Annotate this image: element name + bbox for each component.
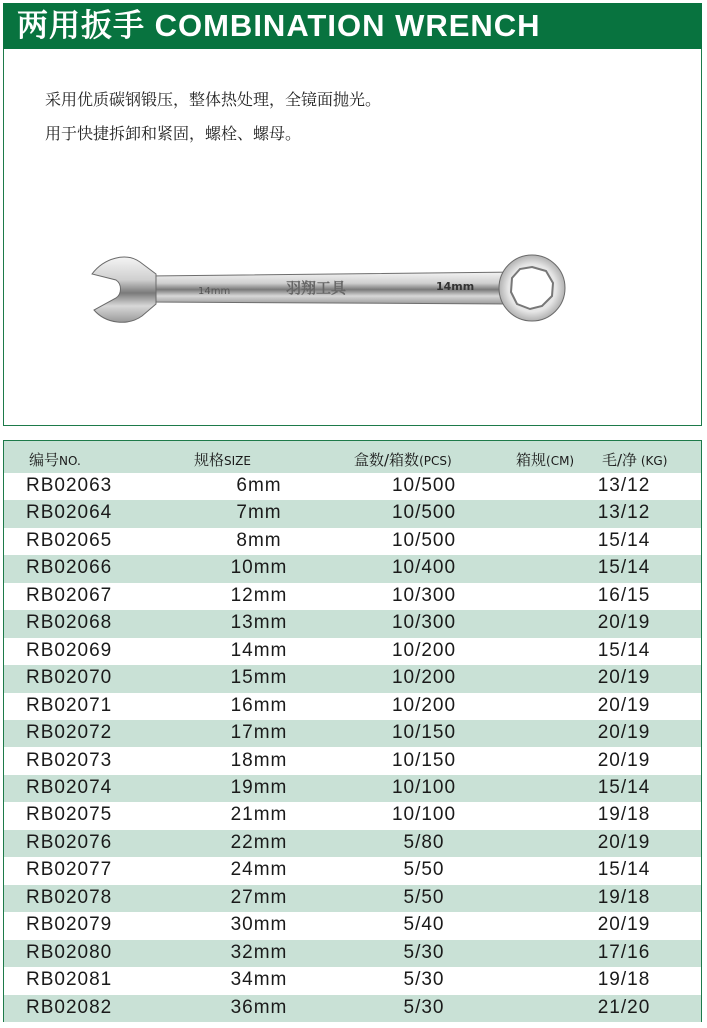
table-row: [4, 720, 701, 747]
cell-pcs: 10/100: [391, 776, 457, 798]
table-row: [4, 610, 701, 637]
cell-kg: 19/18: [597, 804, 651, 826]
cell-size: 15mm: [230, 667, 288, 689]
cell-kg: 21/20: [597, 996, 651, 1018]
description-line-2: 用于快捷拆卸和紧固，螺栓、螺母。: [45, 124, 302, 143]
cell-pcs: 10/300: [391, 584, 457, 606]
table-row: [4, 967, 701, 994]
cell-no: RB02081: [26, 969, 113, 991]
cell-kg: 19/18: [597, 886, 651, 908]
cell-kg: 17/16: [597, 941, 651, 963]
cell-pcs: 5/50: [403, 859, 445, 881]
cell-no: RB02080: [26, 941, 113, 963]
cell-no: RB02077: [26, 859, 113, 881]
table-header: [4, 441, 701, 473]
cell-kg: 20/19: [597, 831, 651, 853]
engraved-size-right: 14mm: [436, 280, 475, 293]
col-size: 规格SIZE: [194, 451, 251, 469]
cell-pcs: 10/200: [391, 694, 457, 716]
cell-no: RB02068: [26, 612, 113, 634]
cell-kg: 19/18: [597, 969, 651, 991]
cell-no: RB02072: [26, 722, 113, 744]
cell-pcs: 10/150: [391, 722, 457, 744]
table-row: [4, 473, 701, 500]
cell-size: 36mm: [230, 996, 288, 1018]
spec-table: [3, 440, 702, 1022]
cell-kg: 20/19: [597, 722, 651, 744]
cell-pcs: 5/30: [403, 941, 445, 963]
col-no: 编号NO.: [29, 451, 81, 469]
cell-size: 16mm: [230, 694, 288, 716]
cell-kg: 20/19: [597, 612, 651, 634]
table-row: [4, 500, 701, 527]
cell-size: 13mm: [230, 612, 288, 634]
table-row: [4, 830, 701, 857]
cell-pcs: 10/300: [391, 612, 457, 634]
combination-wrench-icon: [90, 250, 570, 330]
cell-pcs: 5/30: [403, 969, 445, 991]
col-box: 箱规(CM): [516, 451, 575, 469]
cell-kg: 20/19: [597, 749, 651, 771]
cell-size: 14mm: [230, 639, 288, 661]
cell-pcs: 10/150: [391, 749, 457, 771]
cell-no: RB02065: [26, 529, 113, 551]
cell-kg: 13/12: [597, 475, 651, 496]
description-line-1: 采用优质碳钢锻压，整体热处理，全镜面抛光。: [45, 90, 382, 109]
cell-pcs: 5/40: [403, 914, 445, 936]
cell-size: 10mm: [230, 557, 288, 579]
cell-no: RB02074: [26, 776, 113, 798]
cell-kg: 15/14: [597, 859, 651, 881]
table-row: [4, 555, 701, 582]
table-row: [4, 528, 701, 555]
cell-size: 6mm: [236, 475, 282, 496]
cell-no: RB02069: [26, 639, 113, 661]
cell-size: 22mm: [230, 831, 288, 853]
col-pcs: 盒数/箱数(PCS): [354, 451, 452, 469]
table-row: [4, 693, 701, 720]
cell-size: 8mm: [236, 529, 282, 551]
cell-no: RB02078: [26, 886, 113, 908]
table-row: [4, 857, 701, 884]
cell-kg: 16/15: [597, 584, 651, 606]
cell-kg: 20/19: [597, 914, 651, 936]
cell-no: RB02063: [26, 475, 113, 496]
cell-size: 12mm: [230, 584, 288, 606]
cell-size: 34mm: [230, 969, 288, 991]
header-bar: [3, 3, 702, 49]
table-row: [4, 802, 701, 829]
cell-size: 32mm: [230, 941, 288, 963]
cell-pcs: 10/200: [391, 639, 457, 661]
cell-no: RB02079: [26, 914, 113, 936]
cell-size: 30mm: [230, 914, 288, 936]
table-row: [4, 940, 701, 967]
cell-pcs: 10/500: [391, 502, 457, 524]
cell-no: RB02064: [26, 502, 113, 524]
cell-no: RB02075: [26, 804, 113, 826]
page-title: 两用扳手 COMBINATION WRENCH: [17, 8, 541, 43]
cell-kg: 15/14: [597, 639, 651, 661]
cell-pcs: 5/50: [403, 886, 445, 908]
cell-size: 7mm: [236, 502, 282, 524]
cell-no: RB02067: [26, 584, 113, 606]
cell-kg: 20/19: [597, 667, 651, 689]
cell-pcs: 10/100: [391, 804, 457, 826]
cell-kg: 20/19: [597, 694, 651, 716]
table-row: [4, 583, 701, 610]
cell-size: 17mm: [230, 722, 288, 744]
cell-pcs: 10/200: [391, 667, 457, 689]
col-kg: 毛/净 (KG): [602, 451, 668, 469]
cell-kg: 15/14: [597, 776, 651, 798]
cell-no: RB02071: [26, 694, 113, 716]
cell-size: 21mm: [230, 804, 288, 826]
table-row: [4, 885, 701, 912]
table-row: [4, 775, 701, 802]
engraved-brand: 羽翔工具: [286, 279, 347, 297]
cell-pcs: 5/80: [403, 831, 445, 853]
cell-size: 18mm: [230, 749, 288, 771]
cell-no: RB02076: [26, 831, 113, 853]
table-row: [4, 748, 701, 775]
cell-no: RB02070: [26, 667, 113, 689]
cell-kg: 15/14: [597, 529, 651, 551]
cell-pcs: 10/500: [391, 475, 457, 496]
cell-pcs: 10/500: [391, 529, 457, 551]
cell-kg: 15/14: [597, 557, 651, 579]
table-row: [4, 665, 701, 692]
cell-kg: 13/12: [597, 502, 651, 524]
table-row: [4, 995, 701, 1022]
table-row: [4, 638, 701, 665]
cell-size: 27mm: [230, 886, 288, 908]
cell-no: RB02082: [26, 996, 113, 1018]
table-row: [4, 912, 701, 939]
cell-size: 24mm: [230, 859, 288, 881]
cell-pcs: 10/400: [391, 557, 457, 579]
cell-no: RB02073: [26, 749, 113, 771]
engraved-size-left: 14mm: [198, 286, 231, 297]
cell-no: RB02066: [26, 557, 113, 579]
cell-size: 19mm: [230, 776, 288, 798]
cell-pcs: 5/30: [403, 996, 445, 1018]
